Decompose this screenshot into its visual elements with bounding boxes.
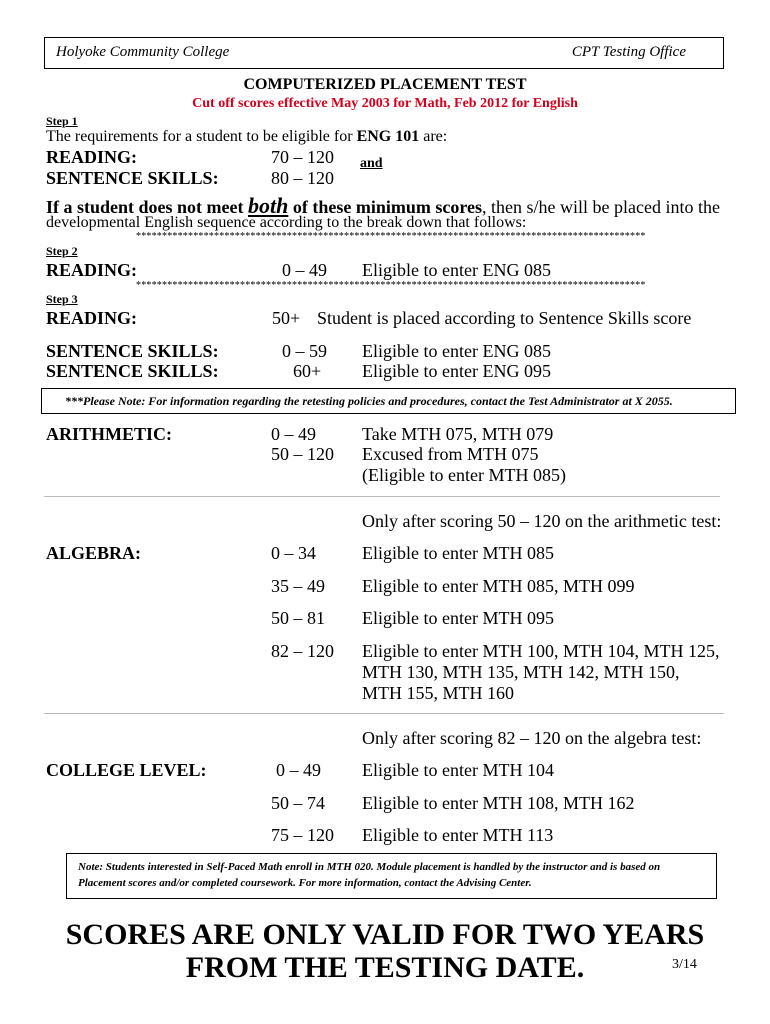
step1-reading-label: READING: (46, 147, 138, 167)
step3-ss2-label: SENTENCE SKILLS: (46, 361, 219, 381)
step2-label: Step 2 (46, 244, 78, 258)
divider-2 (44, 713, 724, 714)
retest-note: ***Please Note: For information regarding the retesting policies and procedures, contact the Test Administrator at X 2055. (41, 388, 736, 414)
arithmetic-label: ARITHMETIC: (46, 424, 173, 444)
step1-sentence-label: SENTENCE SKILLS: (46, 168, 219, 188)
arithmetic-result-1: Take MTH 075, MTH 079 (362, 424, 554, 444)
arithmetic-range-1: 0 – 49 (271, 424, 316, 444)
algebra-result-1: Eligible to enter MTH 085 (362, 543, 554, 563)
separator-stars-2: ************************************************************************************************** (136, 280, 646, 291)
arithmetic-range-2: 50 – 120 (271, 444, 334, 464)
step3-reading-label: READING: (46, 308, 138, 328)
step3-ss2-result: Eligible to enter ENG 095 (362, 361, 551, 381)
algebra-label: ALGEBRA: (46, 543, 142, 563)
step1-intro: The requirements for a student to be eligible for ENG 101 are: (46, 128, 448, 145)
warning-line: If a student does not meet both of these minimum scores, then s/he will be placed into the (46, 193, 720, 218)
college-range-1: 0 – 49 (276, 760, 321, 780)
college-result-1: Eligible to enter MTH 104 (362, 760, 554, 780)
step2-reading-label: READING: (46, 260, 138, 280)
step3-ss1-label: SENTENCE SKILLS: (46, 341, 219, 361)
step1-sentence-range: 80 – 120 (271, 168, 334, 188)
and-connector: and (360, 156, 383, 171)
college-range-2: 50 – 74 (271, 793, 325, 813)
college-range-3: 75 – 120 (271, 825, 334, 845)
step3-ss1-result: Eligible to enter ENG 085 (362, 341, 551, 361)
algebra-range-1: 0 – 34 (271, 543, 316, 563)
step3-label: Step 3 (46, 292, 78, 306)
step3-reading-result: Student is placed according to Sentence Skills score (317, 308, 692, 328)
college-label: COLLEGE LEVEL: (46, 760, 207, 780)
college-result-2: Eligible to enter MTH 108, MTH 162 (362, 793, 635, 813)
college-name: Holyoke Community College (56, 44, 230, 60)
step3-ss1-range: 0 – 59 (282, 341, 327, 361)
step3-reading-range: 50+ (272, 308, 301, 328)
algebra-result-4a: Eligible to enter MTH 100, MTH 104, MTH 125, (362, 641, 720, 661)
college-prerequisite: Only after scoring 82 – 120 on the algebra test: (362, 728, 702, 748)
algebra-range-4: 82 – 120 (271, 641, 334, 661)
step1-label: Step 1 (46, 114, 78, 128)
algebra-result-2: Eligible to enter MTH 085, MTH 099 (362, 576, 635, 596)
algebra-result-4c: MTH 155, MTH 160 (362, 683, 514, 703)
step2-range: 0 – 49 (282, 260, 327, 280)
page-subtitle: Cut off scores effective May 2003 for Math, Feb 2012 for English (192, 96, 578, 111)
self-paced-note: Note: Students interested in Self-Paced Math enroll in MTH 020. Module placement is handled by the instructor and is based on Placement scores and/or completed coursework. For more information, contact the Advising Center. (66, 853, 717, 899)
algebra-prerequisite: Only after scoring 50 – 120 on the arithmetic test: (362, 511, 722, 531)
validity-line-1: SCORES ARE ONLY VALID FOR TWO YEARS (65, 918, 705, 951)
warning-line-2: developmental English sequence according to the break down that follows: (46, 214, 527, 231)
office-name: CPT Testing Office (571, 44, 686, 60)
arithmetic-result-2: Excused from MTH 075 (362, 444, 539, 464)
separator-stars-1: ************************************************************************************************** (136, 231, 646, 242)
algebra-range-2: 35 – 49 (271, 576, 325, 596)
page-title: COMPUTERIZED PLACEMENT TEST (243, 76, 527, 93)
algebra-range-3: 50 – 81 (271, 608, 325, 628)
step1-reading-range: 70 – 120 (271, 147, 334, 167)
algebra-result-4b: MTH 130, MTH 135, MTH 142, MTH 150, (362, 662, 680, 682)
arithmetic-result-3: (Eligible to enter MTH 085) (362, 465, 566, 485)
divider-1 (44, 496, 720, 497)
college-result-3: Eligible to enter MTH 113 (362, 825, 554, 845)
page-code: 3/14 (672, 957, 697, 972)
step3-ss2-range: 60+ (293, 361, 322, 381)
step2-result: Eligible to enter ENG 085 (362, 260, 551, 280)
validity-line-2: FROM THE TESTING DATE. (185, 951, 585, 984)
algebra-result-3: Eligible to enter MTH 095 (362, 608, 554, 628)
